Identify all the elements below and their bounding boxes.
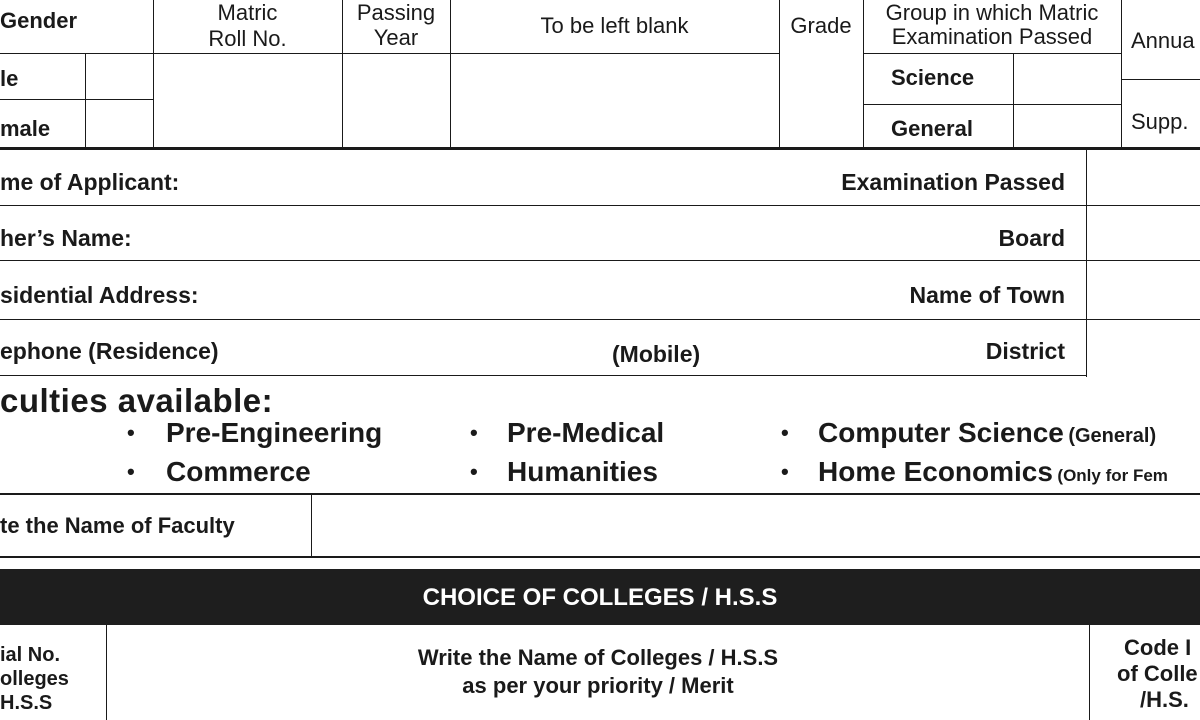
rule bbox=[0, 319, 1200, 320]
college-name-header-line2: as per your priority / Merit bbox=[462, 673, 734, 698]
bullet-icon: • bbox=[470, 459, 478, 484]
address-label: sidential Address: bbox=[0, 282, 199, 308]
rule bbox=[0, 99, 153, 100]
rule bbox=[1121, 0, 1122, 148]
faculty-computer-science bbox=[818, 419, 1156, 447]
code-header-line3: /H.S. bbox=[1140, 687, 1189, 712]
mobile-label: (Mobile) bbox=[612, 341, 701, 367]
faculty-home-economics bbox=[818, 458, 1168, 486]
serial-header-line3: H.S.S bbox=[0, 692, 53, 714]
rule bbox=[0, 375, 1087, 376]
exam-passed-label: Examination Passed bbox=[841, 169, 1065, 195]
faculty-computer-science-name: Computer Science bbox=[818, 417, 1064, 448]
rule bbox=[863, 53, 1121, 54]
rule bbox=[1089, 625, 1090, 720]
district-label: District bbox=[985, 338, 1065, 364]
group-header-line2: Examination Passed bbox=[891, 24, 1093, 49]
bullet-icon: • bbox=[781, 420, 789, 445]
faculty-home-economics-name: Home Economics bbox=[818, 456, 1053, 487]
faculty-computer-science-note: (General) bbox=[1068, 425, 1157, 447]
thick-rule bbox=[0, 147, 1200, 150]
write-faculty-label: te the Name of Faculty bbox=[0, 513, 235, 538]
serial-header-line2: olleges bbox=[0, 668, 69, 690]
matric-roll-header: Matric bbox=[217, 0, 278, 25]
rule bbox=[863, 104, 1121, 105]
telephone-label: ephone (Residence) bbox=[0, 338, 219, 364]
group-header: Group in which Matric bbox=[885, 0, 1099, 25]
applicant-name-label: me of Applicant: bbox=[0, 169, 180, 195]
group-option-science: Science bbox=[891, 65, 975, 90]
rule bbox=[85, 53, 86, 148]
grade-header: Grade bbox=[790, 13, 852, 38]
faculty-pre-engineering: Pre-Engineering bbox=[166, 417, 383, 448]
faculty-pre-medical: Pre-Medical bbox=[507, 417, 665, 448]
faculties-heading: culties available: bbox=[0, 382, 274, 419]
code-header: Code I bbox=[1124, 635, 1192, 660]
bullet-icon: • bbox=[127, 459, 135, 484]
town-label: Name of Town bbox=[909, 282, 1065, 308]
father-name-label: her’s Name: bbox=[0, 225, 132, 251]
rule bbox=[1121, 79, 1200, 80]
group-option-general: General bbox=[891, 116, 973, 141]
supp-label: Supp. bbox=[1131, 109, 1189, 134]
rule bbox=[0, 53, 780, 54]
rule bbox=[0, 205, 1200, 206]
bullet-icon: • bbox=[127, 420, 135, 445]
annual-label: Annua bbox=[1131, 28, 1195, 53]
colleges-banner-title: CHOICE OF COLLEGES / H.S.S bbox=[422, 584, 778, 611]
rule bbox=[106, 625, 107, 720]
faculty-commerce: Commerce bbox=[166, 456, 311, 487]
board-label: Board bbox=[998, 225, 1065, 251]
serial-header: ial No. bbox=[0, 644, 61, 666]
thick-rule bbox=[0, 556, 1200, 558]
rule bbox=[0, 260, 1200, 261]
passing-year-header-line2: Year bbox=[373, 25, 419, 50]
colleges-banner bbox=[0, 569, 1200, 625]
blank-header: To be left blank bbox=[540, 13, 689, 38]
gender-option-female: male bbox=[0, 116, 51, 141]
bullet-icon: • bbox=[781, 459, 789, 484]
faculty-home-economics-note: (Only for Fem bbox=[1057, 466, 1168, 485]
matric-roll-header-line2: Roll No. bbox=[208, 26, 287, 51]
faculty-name-field[interactable] bbox=[312, 495, 1200, 556]
gender-option-male: le bbox=[0, 66, 19, 91]
rule bbox=[1013, 53, 1014, 148]
college-name-header: Write the Name of Colleges / H.S.S bbox=[417, 645, 779, 670]
code-header-line2: of Colle bbox=[1117, 661, 1198, 686]
rule bbox=[1086, 150, 1087, 377]
passing-year-header: Passing bbox=[356, 0, 436, 25]
bullet-icon: • bbox=[470, 420, 478, 445]
faculty-humanities: Humanities bbox=[507, 456, 658, 487]
gender-header: Gender bbox=[0, 8, 78, 33]
